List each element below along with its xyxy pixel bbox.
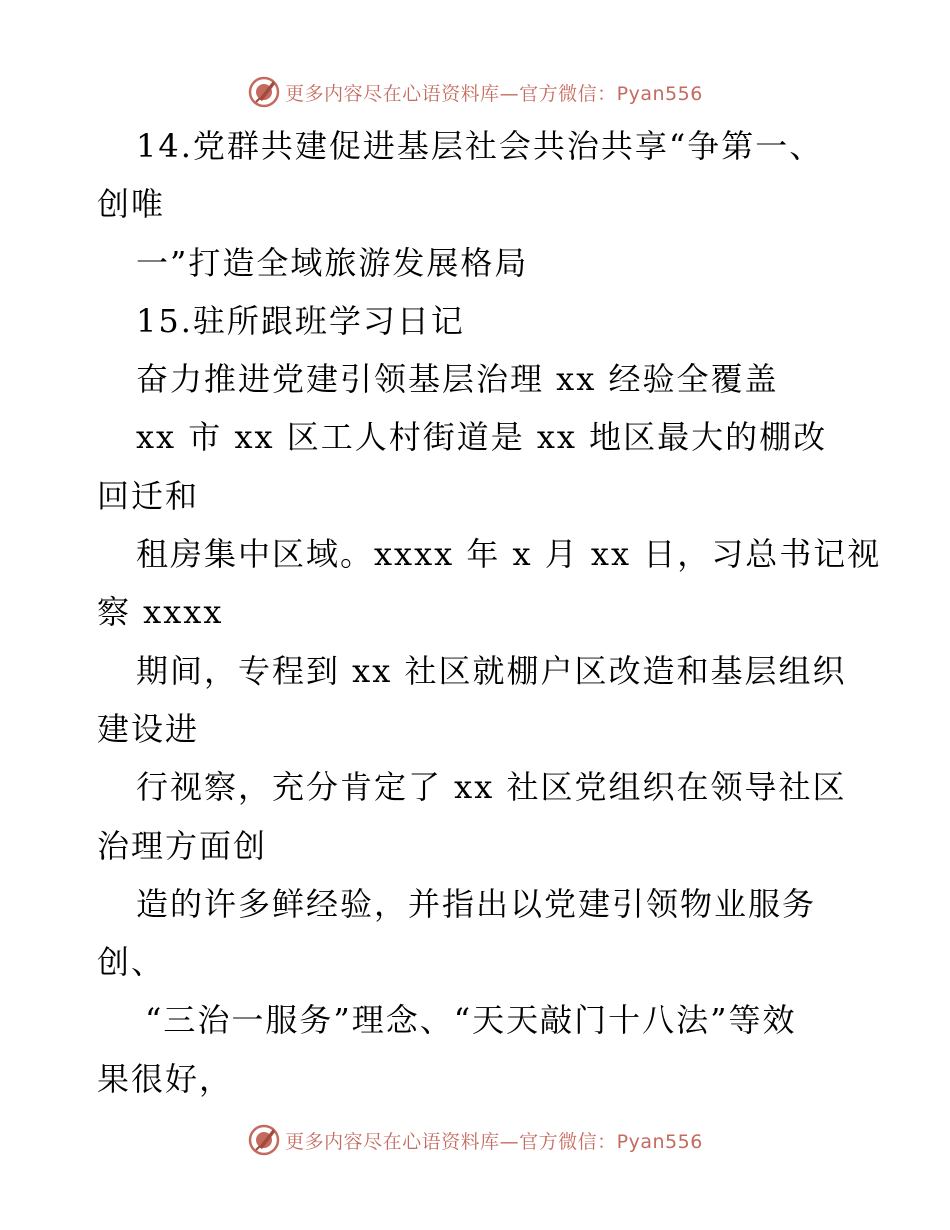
text-line: 创、 [97, 943, 166, 982]
text-line: 造的许多鲜经验，并指出以党建引领物业服务 [136, 884, 817, 923]
text-line: 奋力推进党建引领基层治理 xx 经验全覆盖 [136, 360, 779, 399]
quill-seal-icon [247, 1123, 281, 1157]
text-line: 租房集中区域。xxxx 年 x 月 xx 日，习总书记视 [136, 535, 882, 574]
header-watermark-banner [0, 72, 950, 112]
text-line: 期间，专程到 xx 社区就棚户区改造和基层组织 [136, 651, 847, 690]
text-line: 一”打造全域旅游发展格局 [136, 243, 529, 282]
text-line: 治理方面创 [97, 826, 268, 865]
watermark-text: 更多内容尽在心语资料库—官方微信：Pyan556 [285, 1130, 703, 1153]
text-line: 回迁和 [97, 476, 200, 515]
text-line: 15.驻所跟班学习日记 [136, 301, 465, 340]
footer-watermark-banner [0, 1120, 950, 1160]
text-line: 创唯 [97, 185, 166, 224]
watermark-text: 更多内容尽在心语资料库—官方微信：Pyan556 [285, 82, 703, 105]
text-line: xx 市 xx 区工人村街道是 xx 地区最大的棚改 [136, 418, 828, 457]
text-line: 14.党群共建促进基层社会共治共享“争第一、 [136, 127, 824, 165]
text-line: 察 xxxx [97, 593, 224, 632]
text-line: “三治一服务”理念、“天天敲门十八法”等效 [145, 1001, 797, 1040]
document-body [97, 117, 882, 1108]
text-line: 果很好， [97, 1059, 234, 1098]
quill-seal-icon [247, 75, 281, 109]
text-line: 行视察，充分肯定了 xx 社区党组织在领导社区 [136, 768, 847, 807]
text-line: 建设进 [97, 709, 200, 748]
